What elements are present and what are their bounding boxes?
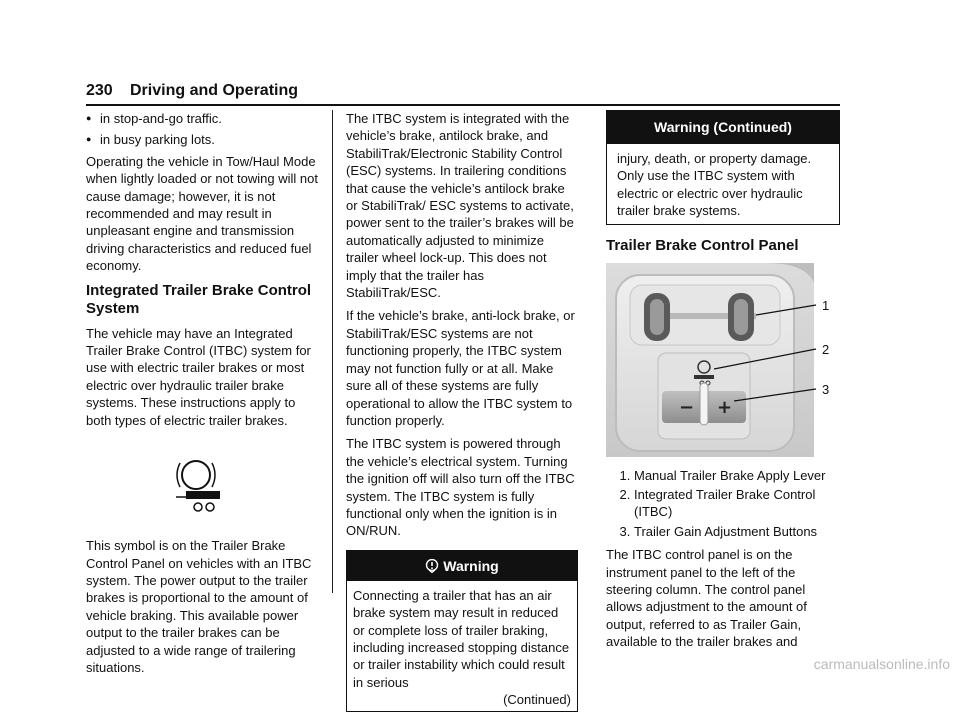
list-item: 2. Integrated Trailer Brake Control (ITBC) [634, 486, 840, 521]
column-divider [332, 110, 333, 593]
page-number: 230 [86, 82, 113, 99]
warning-title-bar [347, 551, 577, 581]
callout-2: 2 [822, 341, 830, 357]
list-item: 1. Manual Trailer Brake Apply Lever [634, 467, 840, 484]
section-title: Driving and Operating [130, 82, 299, 99]
warning-icon [425, 559, 439, 573]
page-header [86, 82, 298, 104]
warning-continued-body: injury, death, or property damage. Only use the ITBC system with electric or electric over hydraulic trailer brake systems. [617, 151, 812, 219]
column-2 [346, 110, 578, 712]
continued-label: (Continued) [503, 692, 571, 708]
paragraph: This symbol is on the Trailer Brake Control Panel on vehicles with an ITBC system. The power output to the trailer brakes is proportional to the amount of vehicle braking. This available power output to the trailer brakes can be adjusted to a wide range of trailering situations. [86, 538, 312, 675]
trailer-brake-panel-illustration [606, 263, 840, 457]
warning-title: Warning [443, 557, 499, 574]
paragraph: The vehicle may have an Integrated Trailer Brake Control (ITBC) system for use with electric trailer brakes or most electric over hydraulic trailer brake systems. These instructions apply to both types of electric trailer brakes. [86, 325, 311, 428]
bullet-icon: ● [86, 134, 92, 145]
trailer-brake-panel-figure [606, 263, 840, 457]
warning-box [346, 550, 578, 712]
warning-continued-box [606, 110, 840, 225]
watermark: carmanualsonline.info [813, 656, 950, 672]
list-item: 3. Trailer Gain Adjustment Buttons [634, 523, 840, 540]
bullet-item: ● in stop-and-go traffic. [86, 111, 222, 126]
warning-continued-title: Warning (Continued) [607, 111, 839, 144]
trailer-brake-symbol-icon [86, 457, 318, 517]
header-rule [86, 104, 840, 106]
column-1 [86, 110, 318, 682]
callout-list [606, 467, 840, 541]
svg-text:−: − [679, 396, 695, 418]
section-heading: Integrated Trailer Brake Control System [86, 281, 312, 317]
callout-3: 3 [822, 381, 830, 397]
paragraph: The ITBC system is integrated with the vehicle’s brake, antilock brake, and StabiliTrak/Electronic Stability Control (ESC) systems. In trailering conditions that cause the vehicle’s antilock brake or StabiliTrak/ ESC systems to activate, power sent to the trailer’s brakes will be automatically adjusted to minimize trailer wheel lock-up. This does not imply that the trailer has StabiliTrak/ESC. [346, 111, 574, 301]
column-3 [606, 110, 840, 657]
bullet-item: ● in busy parking lots. [86, 132, 215, 148]
paragraph: The ITBC control panel is on the instrument panel to the left of the steering column. The control panel allows adjustment to the amount of output, referred to as Trailer Gain, available to the trailer brakes and [606, 547, 807, 650]
section-heading: Trailer Brake Control Panel [606, 236, 799, 254]
warning-body: Connecting a trailer that has an air brake system may result in reduced or complete loss of trailer braking, including increased stopping distance or trailer instability which could result in serious (Continued) [353, 587, 571, 708]
paragraph: The ITBC system is powered through the vehicle’s electrical system. Turning the ignition off will also turn off the ITBC system. The ITBC system is fully functional only when the ignition is in ON/RUN. [346, 436, 575, 539]
svg-text:+: + [717, 396, 733, 418]
paragraph: If the vehicle’s brake, anti-lock brake, or StabiliTrak/ESC systems are not functioning properly, the ITBC system may not function fully or at all. Make sure all of these systems are fully operational to allow the ITBC system to function properly. [346, 308, 575, 428]
paragraph: Operating the vehicle in Tow/Haul Mode when lightly loaded or not towing will not cause damage; however, it is not recommended and may result in unpleasant engine and transmission driving characteristics and reduced fuel economy. [86, 153, 318, 274]
bullet-icon: ● [86, 113, 92, 123]
callout-1: 1 [822, 297, 830, 313]
